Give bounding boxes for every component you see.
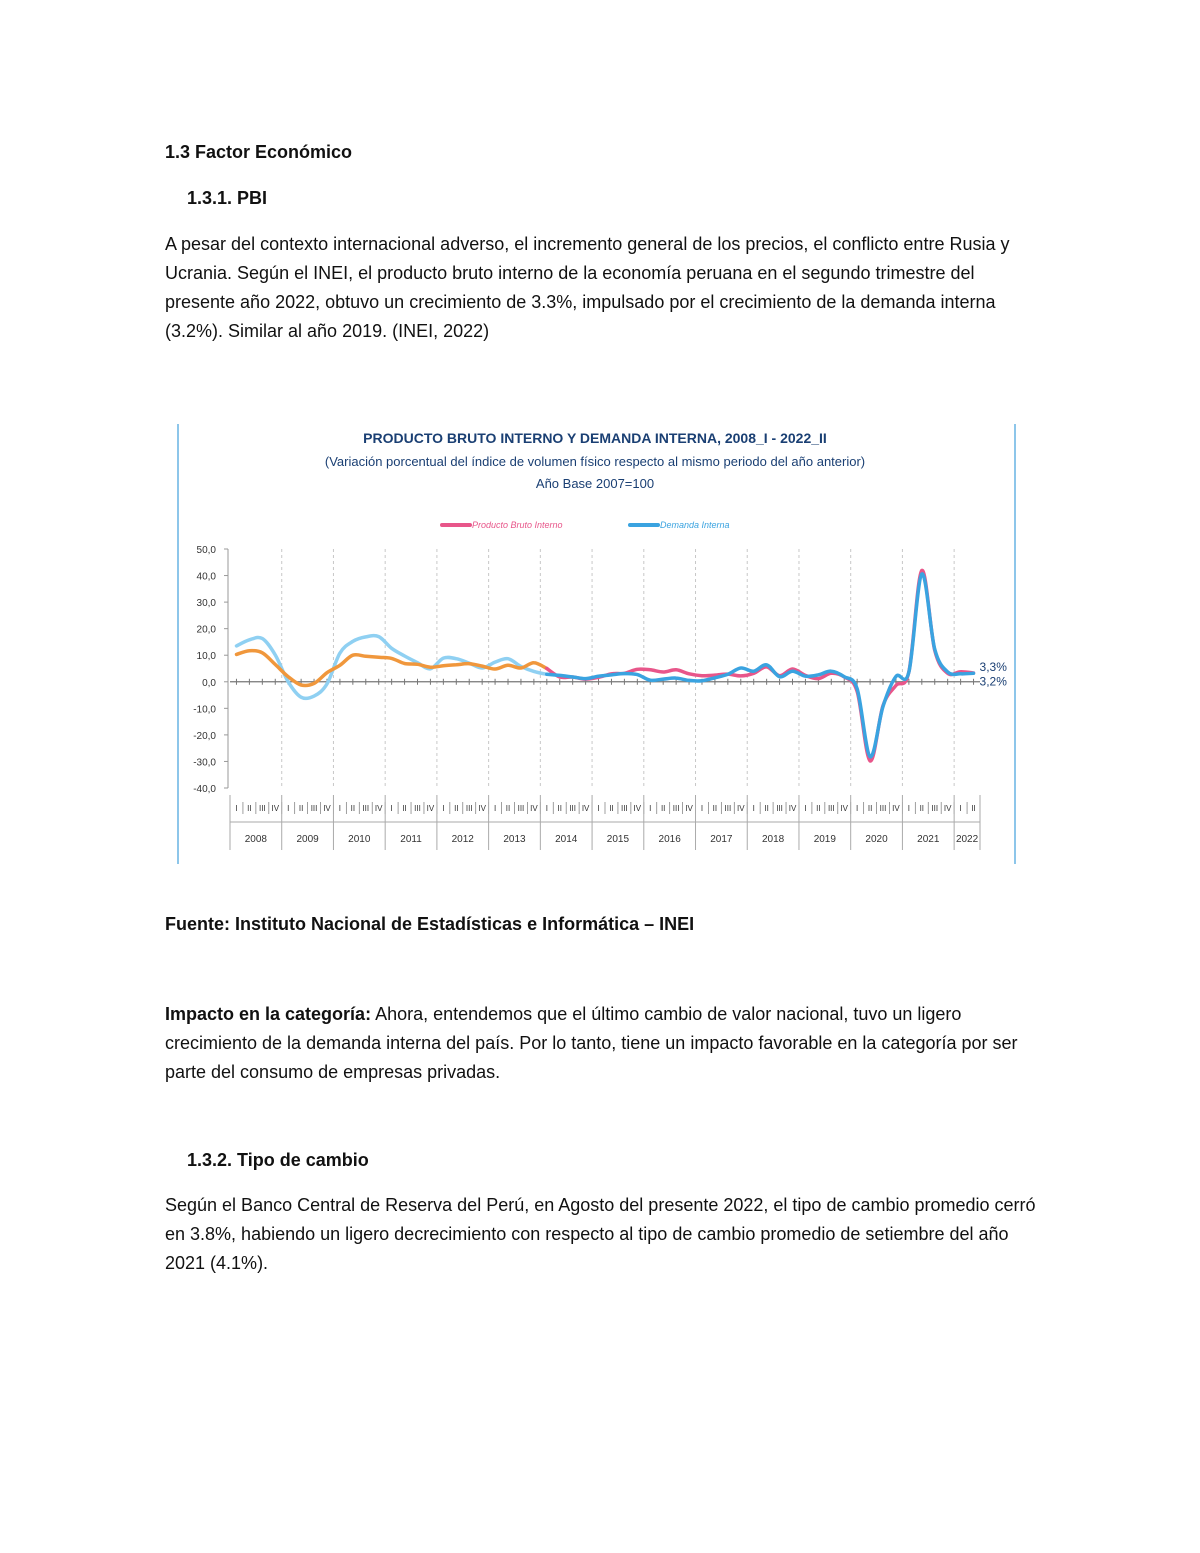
chart-subtitle: (Variación porcentual del índice de volumen físico respecto al mismo periodo del año anterior): [324, 454, 866, 469]
legend-label-pbi: Producto Bruto Interno: [472, 520, 563, 530]
year-tick-label: 2010: [348, 834, 371, 845]
subsection-title-tipo-cambio: 1.3.2. Tipo de cambio: [187, 1150, 369, 1170]
chart-series: [237, 570, 974, 761]
quarter-tick-label: III: [621, 804, 628, 813]
end-label-pbi: 3,3%: [979, 660, 1007, 675]
quarter-tick-label: II: [712, 804, 718, 813]
end-label-demanda: 3,2%: [979, 674, 1007, 689]
quarter-tick-label: II: [609, 804, 614, 813]
quarter-tick-label: I: [649, 804, 652, 813]
y-tick-label: 30,0: [196, 598, 216, 610]
y-tick-label: 50,0: [196, 545, 216, 556]
quarter-tick-label: III: [310, 804, 318, 813]
y-tick-label: -30,0: [193, 757, 216, 769]
quarter-tick-label: II: [764, 804, 769, 813]
quarter-tick-label: I: [235, 804, 238, 813]
quarter-tick-label: I: [907, 804, 910, 813]
quarter-tick-label: III: [569, 804, 577, 813]
quarter-tick-label: III: [414, 804, 421, 813]
quarter-tick-label: I: [856, 804, 859, 813]
chart-legend: [442, 520, 730, 530]
year-tick-label: 2012: [451, 834, 474, 845]
impact-text: Ahora, entendemos que el último cambio de valor nacional, tuvo un ligero crecimiento de la demanda interna del país. Por lo tanto, tiene un impacto favorable en la categoría por ser parte del consumo de empresas privadas.: [165, 1004, 1018, 1082]
quarter-tick-label: II: [660, 804, 666, 813]
quarter-tick-label: II: [454, 804, 459, 813]
section-title: 1.3 Factor Económico: [165, 142, 353, 162]
quarter-tick-label: IV: [943, 804, 952, 813]
quarter-tick-label: I: [545, 804, 548, 813]
quarter-tick-label: IV: [788, 804, 797, 813]
quarter-tick-label: II: [867, 804, 873, 813]
quarter-tick-label: III: [827, 804, 835, 813]
figure-source: Fuente: Instituto Nacional de Estadísticas e Informática – INEI: [165, 914, 695, 934]
year-tick-label: 2022: [955, 834, 979, 845]
y-tick-label: 0,0: [202, 677, 216, 689]
quarter-tick-label: IV: [840, 804, 849, 813]
quarter-tick-label: III: [672, 804, 680, 813]
quarter-tick-label: II: [919, 804, 925, 813]
quarter-tick-label: I: [959, 804, 962, 813]
quarter-tick-label: IV: [478, 804, 486, 813]
quarter-tick-label: IV: [426, 804, 435, 813]
quarter-tick-label: IV: [323, 804, 331, 813]
quarter-tick-label: III: [776, 804, 783, 813]
quarter-tick-label: II: [816, 804, 821, 813]
quarter-tick-label: IV: [581, 804, 590, 813]
quarter-tick-label: I: [804, 804, 807, 813]
quarter-tick-label: I: [338, 804, 342, 813]
chart-title: PRODUCTO BRUTO INTERNO Y DEMANDA INTERNA, 2008_I - 2022_II: [363, 430, 827, 446]
quarter-tick-label: IV: [685, 804, 693, 813]
quarter-tick-label: III: [879, 804, 887, 813]
paragraph-pbi: A pesar del contexto internacional adverso, el incremento general de los precios, el conflicto entre Rusia y Ucrania. Según el INEI, el producto bruto interno de la economía peruana en el segundo trimestre del presente año 2022, obtuvo un crecimiento de 3.3%, impulsado por el crecimiento de la demanda interna (3.2%). Similar al año 2019. (INEI, 2022): [165, 234, 1010, 341]
chart-x-axis: [230, 795, 980, 850]
year-tick-label: 2020: [865, 834, 888, 845]
quarter-tick-label: IV: [374, 804, 383, 813]
year-tick-label: 2021: [917, 834, 940, 845]
y-tick-label: 10,0: [196, 651, 216, 663]
chart-y-axis: [193, 545, 228, 795]
year-tick-label: 2014: [555, 834, 578, 845]
quarter-tick-label: I: [442, 804, 445, 813]
pbi-chart: [170, 420, 1020, 868]
quarter-tick-label: IV: [736, 804, 745, 813]
y-tick-label: 40,0: [196, 571, 216, 583]
year-tick-label: 2015: [606, 834, 630, 845]
year-tick-label: 2016: [658, 834, 681, 845]
quarter-tick-label: IV: [633, 804, 642, 813]
y-tick-label: -40,0: [193, 784, 216, 795]
quarter-tick-label: III: [931, 804, 939, 813]
y-tick-label: -20,0: [193, 730, 216, 742]
quarter-tick-label: IV: [271, 804, 280, 813]
quarter-tick-label: II: [298, 804, 304, 813]
quarter-tick-label: III: [258, 804, 266, 813]
chart-base-year: Año Base 2007=100: [535, 476, 655, 491]
quarter-tick-label: I: [597, 804, 600, 813]
y-tick-label: 20,0: [196, 624, 216, 636]
quarter-tick-label: IV: [892, 804, 900, 813]
quarter-tick-label: I: [752, 804, 755, 813]
quarter-tick-label: III: [724, 804, 732, 813]
pbi-chart-figure: [170, 420, 1020, 868]
quarter-tick-label: I: [390, 804, 393, 813]
paragraph-impact: [165, 1000, 1045, 1087]
quarter-tick-label: II: [402, 804, 407, 813]
year-tick-label: 2011: [400, 834, 422, 845]
year-tick-label: 2019: [813, 834, 836, 845]
quarter-tick-label: III: [362, 804, 370, 813]
quarter-tick-label: I: [287, 804, 290, 813]
year-tick-label: 2013: [503, 834, 526, 845]
quarter-tick-label: II: [971, 804, 976, 813]
impact-label: Impacto en la categoría:: [165, 1004, 372, 1024]
legend-label-demanda: Demanda Interna: [660, 520, 730, 530]
quarter-tick-label: IV: [530, 804, 538, 813]
quarter-tick-label: II: [557, 804, 562, 813]
quarter-tick-label: I: [493, 804, 497, 813]
year-tick-label: 2009: [296, 834, 319, 845]
series-line-demanda: [547, 574, 974, 757]
quarter-tick-label: I: [700, 804, 704, 813]
year-tick-label: 2017: [710, 834, 733, 845]
y-tick-label: -10,0: [193, 704, 216, 716]
quarter-tick-label: II: [247, 804, 252, 813]
quarter-tick-label: III: [465, 804, 473, 813]
quarter-tick-label: III: [517, 804, 525, 813]
quarter-tick-label: II: [350, 804, 356, 813]
paragraph-tipo-cambio: Según el Banco Central de Reserva del Perú, en Agosto del presente 2022, el tipo de cambio promedio cerró en 3.8%, habiendo un ligero decrecimiento con respecto al tipo de cambio promedio de setiembre del año 2021 (4.1%).: [165, 1195, 1036, 1273]
subsection-title-pbi: 1.3.1. PBI: [187, 188, 268, 208]
year-tick-label: 2018: [761, 834, 785, 845]
year-tick-label: 2008: [244, 834, 267, 845]
quarter-tick-label: II: [505, 804, 511, 813]
